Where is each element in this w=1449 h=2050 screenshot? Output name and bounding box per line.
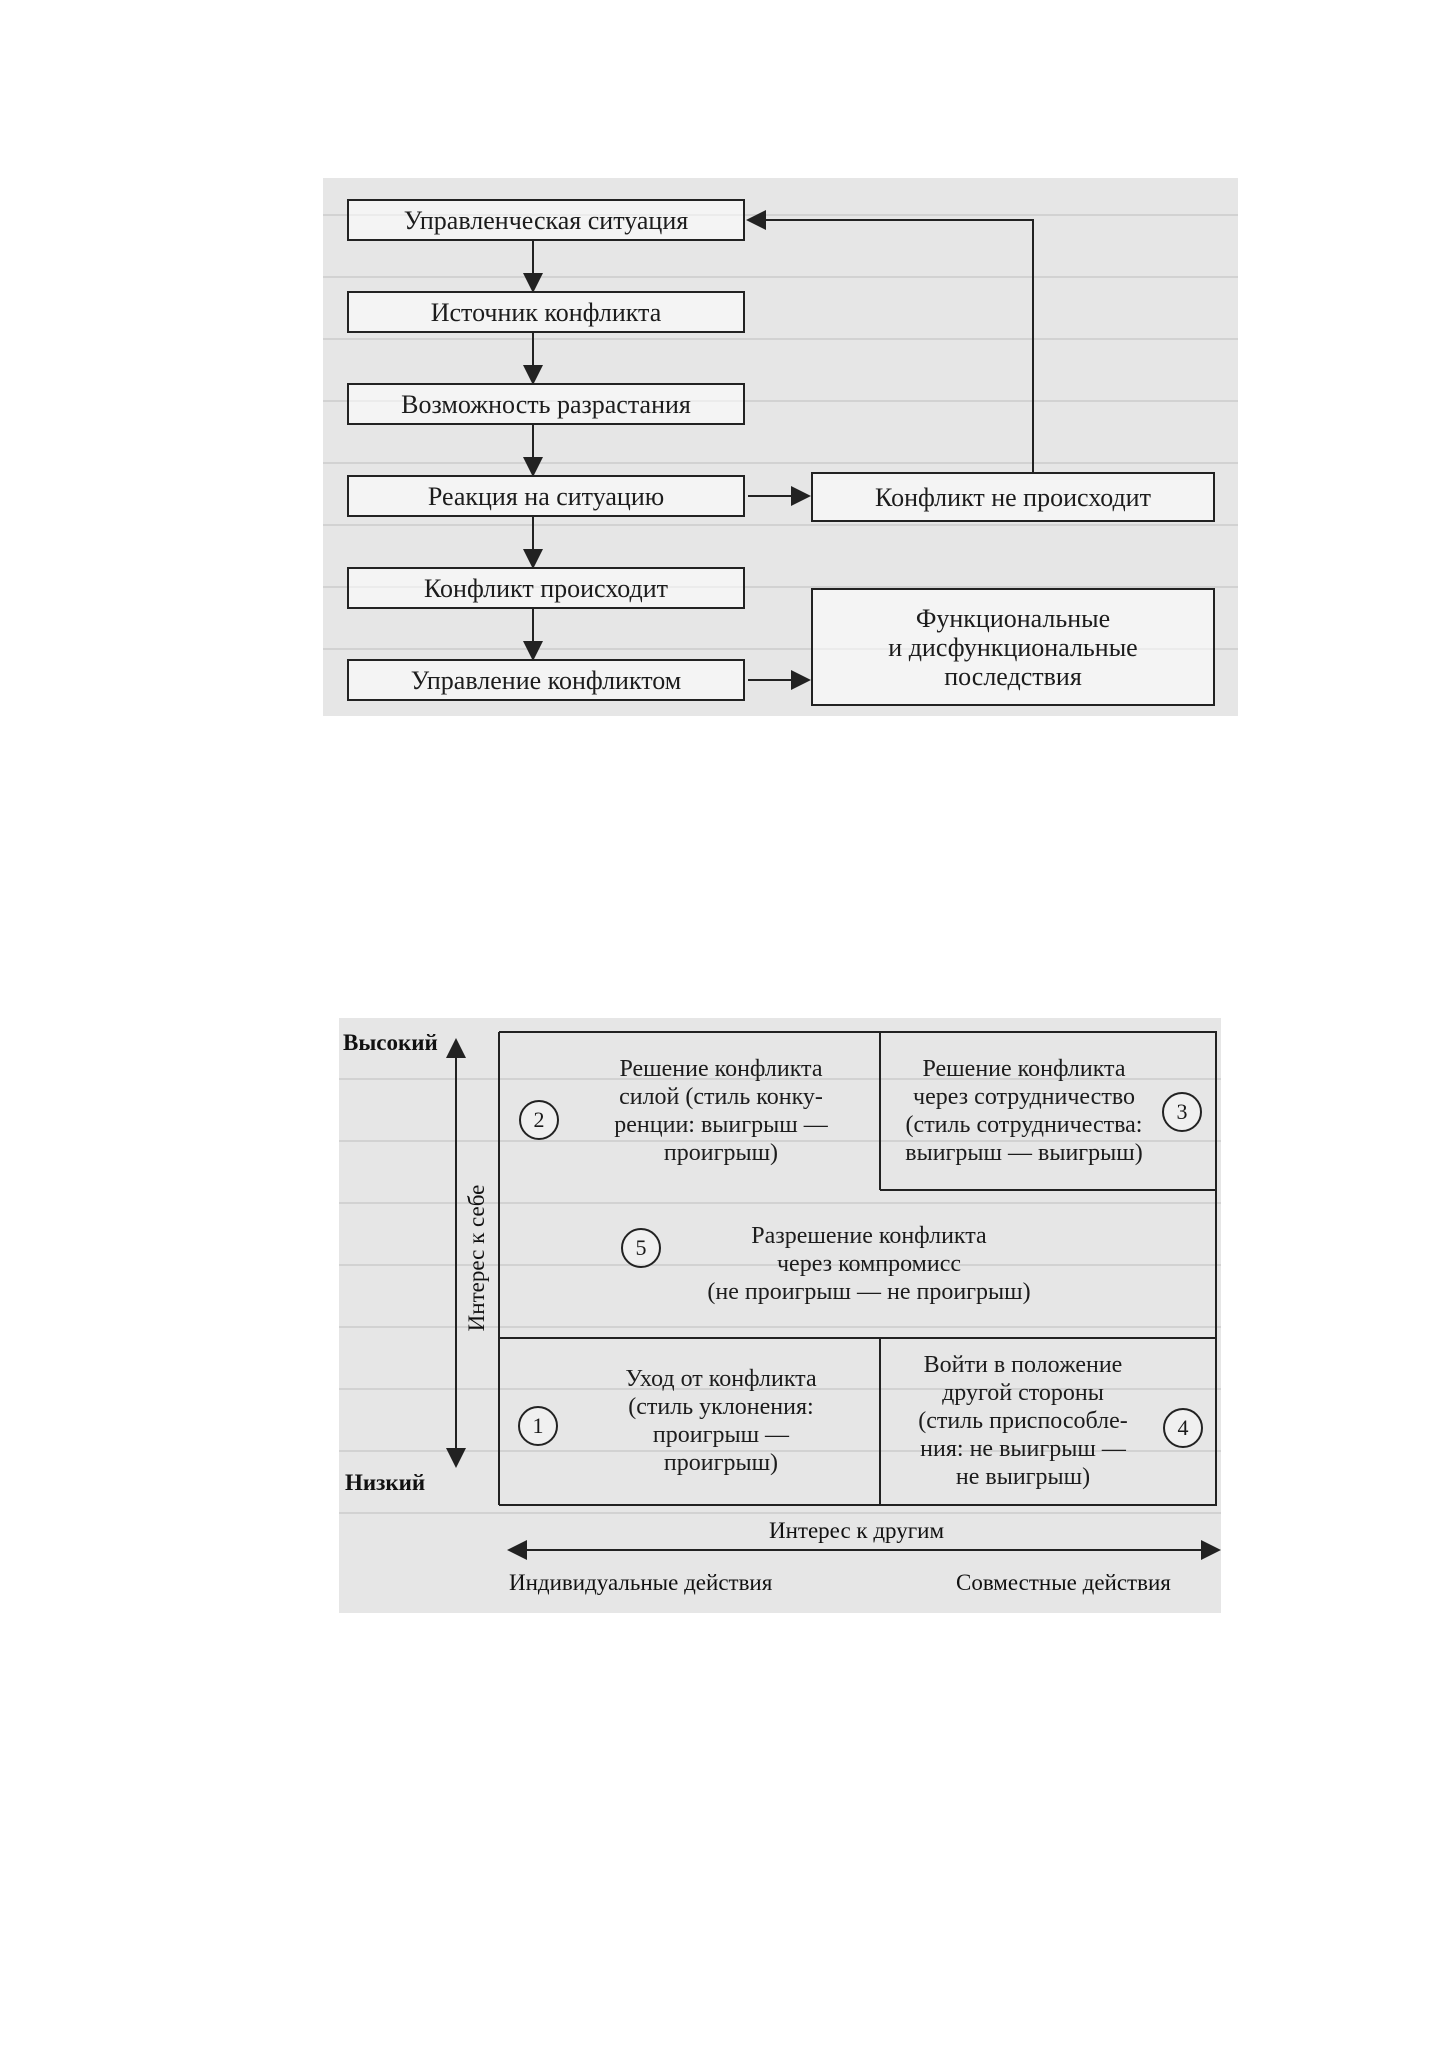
- cooperation-cell: Решение конфликта через сотрудничество (стиль сотрудничества: выигрыш — выигрыш): [905, 1056, 1143, 1166]
- y-axis-low-label: Низкий: [345, 1470, 426, 1495]
- y-axis-title: Интерес к себе: [464, 1184, 489, 1332]
- accommodation-cell: Войти в положение другой стороны (стиль приспособле- ния: не выигрыш — не выигрыш): [918, 1352, 1128, 1490]
- conflict-process-diagram: [323, 178, 1238, 716]
- competition-cell: Решение конфликта силой (стиль конку- ренции: выигрыш — проигрыш): [614, 1056, 828, 1166]
- style-number-badge: 1: [518, 1406, 558, 1446]
- step-escalation-possibility: Возможность разрастания: [347, 383, 745, 425]
- style-number-badge: 2: [519, 1100, 559, 1140]
- style-number-badge: 3: [1162, 1092, 1202, 1132]
- x-axis-title: Интерес к другим: [769, 1518, 945, 1543]
- no-conflict-box: Конфликт не происходит: [811, 472, 1215, 522]
- step-conflict-management: Управление конфликтом: [347, 659, 745, 701]
- style-number-badge: 5: [621, 1228, 661, 1268]
- step-conflict-occurs: Конфликт происходит: [347, 567, 745, 609]
- avoidance-cell: Уход от конфликта (стиль уклонения: проигрыш — проигрыш): [625, 1366, 817, 1476]
- x-axis-left-label: Индивидуальные действия: [509, 1570, 773, 1595]
- style-number-badge: 4: [1163, 1408, 1203, 1448]
- x-axis-right-label: Совместные действия: [956, 1570, 1171, 1595]
- step-management-situation: Управленческая ситуация: [347, 199, 745, 241]
- feedback-arrow: [748, 220, 1033, 472]
- step-conflict-source: Источник конфликта: [347, 291, 745, 333]
- compromise-cell: Разрешение конфликта через компромисс (не проигрыш — не проигрыш): [707, 1223, 1031, 1305]
- conflict-styles-grid: [339, 1018, 1221, 1613]
- consequences-box: Функциональные и дисфункциональные последствия: [811, 588, 1215, 706]
- y-axis-high-label: Высокий: [343, 1030, 438, 1055]
- step-reaction: Реакция на ситуацию: [347, 475, 745, 517]
